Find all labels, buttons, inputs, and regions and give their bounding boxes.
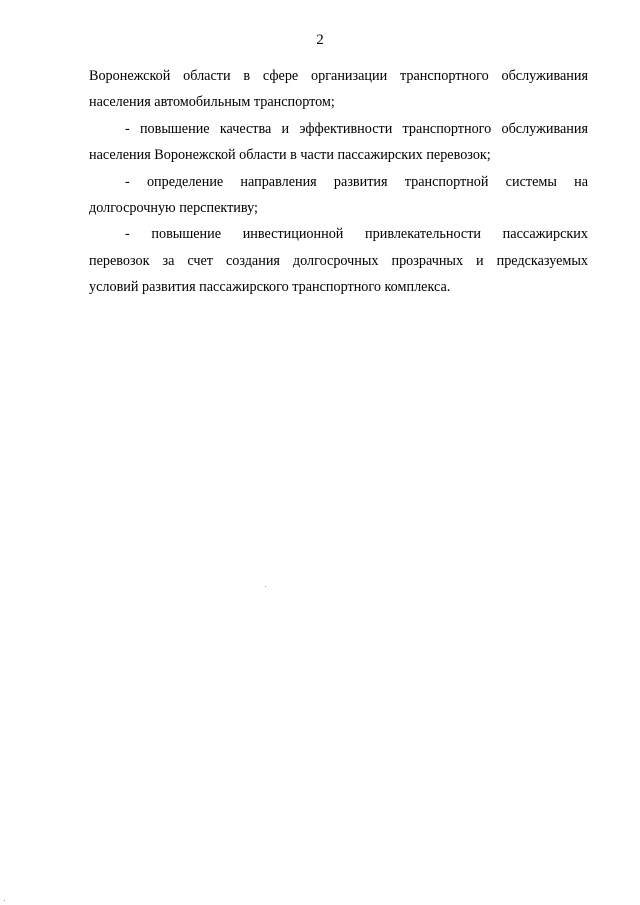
text-line: населения Воронежской области в части пассажирских перевозок;	[89, 147, 491, 164]
text-line: долгосрочную перспективу;	[89, 199, 258, 216]
document-body	[89, 63, 588, 301]
text-line: Воронежской области в сфере организации транспортного обслуживания	[89, 68, 588, 84]
text-line: перевозок за счет создания долгосрочных прозрачных и предсказуемых	[89, 252, 588, 269]
text-line: населения автомобильным транспортом;	[89, 94, 335, 111]
text-line: условий развития пассажирского транспортного комплекса.	[89, 279, 451, 296]
scan-speck	[265, 586, 266, 587]
page-number: 2	[316, 32, 324, 48]
list-item-text-line: - повышение инвестиционной привлекательности пассажирских	[125, 226, 588, 243]
list-item-text-line: - определение направления развития транспортной системы на	[125, 173, 588, 190]
list-item-text-line: - повышение качества и эффективности транспортного обслуживания	[125, 120, 588, 137]
scan-speck	[4, 900, 5, 901]
